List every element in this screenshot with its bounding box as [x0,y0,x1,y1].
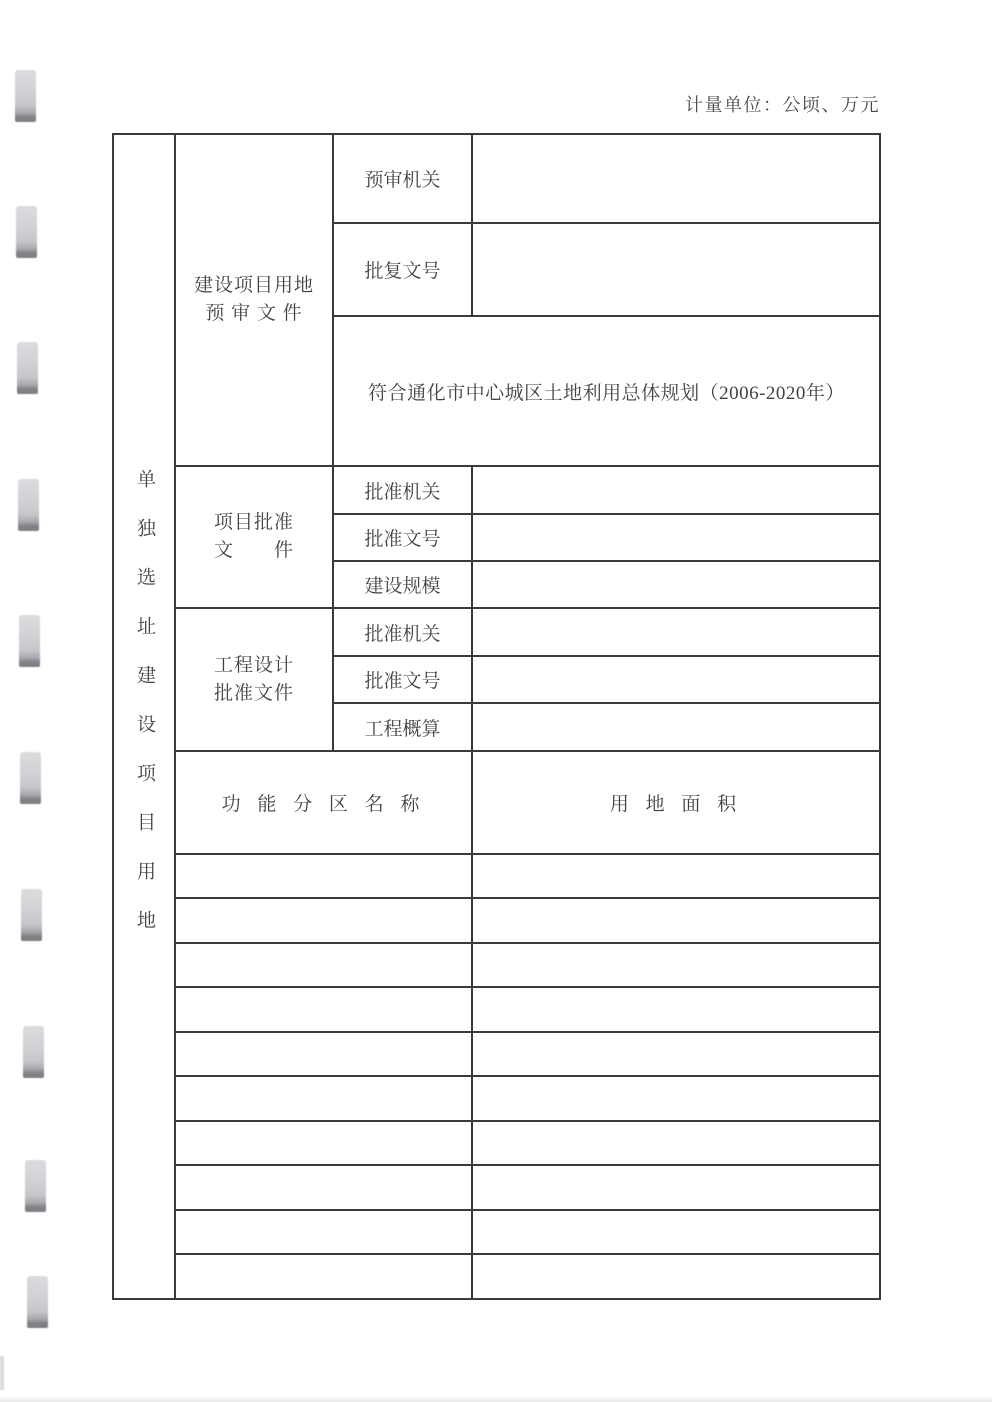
zone-name-cell [175,987,472,1032]
binder-hole-artifact [21,889,42,941]
field-label-reply-doc-number: 批复文号 [333,223,472,316]
binder-hole-artifact [19,615,40,667]
zone-area-cell [472,1076,880,1121]
row-group-header-cell [113,134,175,1299]
field-value-cell [472,223,880,316]
zone-area-cell [472,1254,880,1299]
zone-empty-row [113,1121,880,1165]
field-label-approval-doc-number: 批准文号 [333,514,472,561]
zone-area-cell [472,1121,880,1165]
zone-area-cell [472,987,880,1032]
table-row [113,134,880,223]
zone-name-cell [175,943,472,987]
zone-name-header: 功 能 分 区 名 称 [175,751,472,854]
zone-name-cell [175,1076,472,1121]
section-title-line: 文 件 [213,540,294,561]
section-title-line: 预 审 文 件 [205,303,303,324]
section-title-preexam [175,134,333,466]
zone-empty-row [113,943,880,987]
binder-hole-artifact [17,342,38,394]
zone-name-cell [175,1254,472,1299]
zone-name-cell [175,1165,472,1210]
field-value-cell [472,134,880,223]
zone-name-cell [175,898,472,943]
binder-hole-artifact [20,752,41,804]
field-label-project-estimate: 工程概算 [333,703,472,751]
binder-hole-artifact [25,1160,46,1212]
field-value-cell [472,608,880,656]
section-title-engineering-design [175,608,333,751]
binder-hole-artifact [18,479,39,531]
field-value-cell [472,703,880,751]
zone-name-cell [175,1210,472,1254]
zone-name-cell [175,854,472,898]
section-title-project-approval [175,466,333,608]
row-group-vertical-label: 单独选址建设项目用地 [134,468,155,959]
zone-empty-row [113,1210,880,1254]
field-label-approval-doc-number: 批准文号 [333,656,472,703]
unit-note: 计量单位：公顷、万元 [685,95,880,115]
section-title-line: 工程设计 [213,654,294,676]
field-value-cell [472,561,880,608]
section-title-line: 批准文件 [213,682,294,704]
zone-empty-row [113,987,880,1032]
zone-empty-row [113,1032,880,1076]
land-use-form-table [112,133,881,1300]
section-title-line: 建设项目用地 [193,275,314,297]
field-label-construction-scale: 建设规模 [333,561,472,608]
field-value-cell [472,656,880,703]
page-bottom-edge [0,1396,992,1402]
zone-area-cell [472,943,880,987]
field-value-cell [472,514,880,561]
section-title-line: 项目批准 [213,512,294,534]
zone-area-cell [472,854,880,898]
zone-empty-row [113,898,880,943]
planning-compliance-note: 符合通化市中心城区土地利用总体规划（2006-2020年） [333,316,880,466]
field-value-cell [472,466,880,514]
zone-area-header: 用 地 面 积 [472,751,880,854]
table-row [113,608,880,656]
page-edge-artifact [0,1356,4,1390]
field-label-approval-authority: 批准机关 [333,608,472,656]
zone-empty-row [113,1076,880,1121]
zone-area-cell [472,1165,880,1210]
binder-hole-artifact [15,70,36,122]
table-row [113,466,880,514]
zone-empty-row [113,1165,880,1210]
zone-empty-row [113,1254,880,1299]
zone-header-row [113,751,880,854]
zone-empty-row [113,854,880,898]
field-label-preexam-authority: 预审机关 [333,134,472,223]
field-label-approval-authority: 批准机关 [333,466,472,514]
zone-area-cell [472,1210,880,1254]
binder-hole-artifact [16,206,37,258]
zone-area-cell [472,898,880,943]
binder-hole-artifact [27,1276,48,1328]
binder-hole-artifact [23,1026,44,1078]
zone-name-cell [175,1121,472,1165]
zone-name-cell [175,1032,472,1076]
zone-area-cell [472,1032,880,1076]
